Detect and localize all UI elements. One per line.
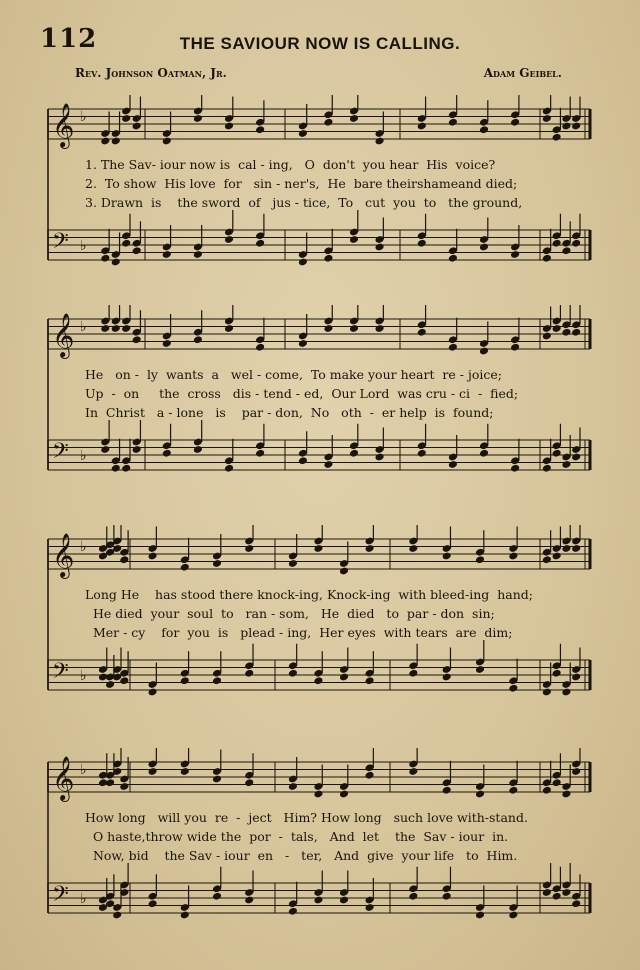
lyric-line: He died your soul to ran - som, He died to par - don sin; (85, 606, 495, 621)
lyric-line: 2. To show His love for sin - ner's, He bare theirshameand died; (85, 176, 518, 191)
svg-text:𝄞: 𝄞 (52, 756, 75, 800)
svg-text:𝄢: 𝄢 (52, 439, 69, 469)
svg-text:♭: ♭ (80, 762, 87, 778)
lyric-line: How long will you re - ject Him? How long such love with-stand. (85, 810, 528, 825)
lyric-line: Long He has stood there knock-ing, Knock-ing with bleed-ing hand; (85, 587, 533, 602)
lyric-line: Now, bid the Sav - iour en - ter, And give your life to Him. (85, 848, 518, 863)
lyric-line: Up - on the cross dis - tend - ed, Our Lord was cru - ci - fied; (85, 386, 519, 401)
svg-text:𝄞: 𝄞 (52, 103, 75, 147)
svg-text:♭: ♭ (80, 891, 87, 907)
lyric-line: 3. Drawn is the sword of jus - tice, To cut you to the ground, (85, 195, 523, 210)
svg-text:♭: ♭ (80, 448, 87, 464)
lyric-line: He on - ly wants a wel - come, To make your heart re - joice; (85, 367, 502, 382)
svg-text:𝄢: 𝄢 (52, 659, 69, 689)
svg-text:𝄞: 𝄞 (52, 313, 75, 357)
svg-text:𝄞: 𝄞 (52, 533, 75, 577)
svg-text:𝄢: 𝄢 (52, 882, 69, 912)
composer-credit: Adam Geibel. (483, 66, 562, 80)
page-number: 112 (40, 24, 98, 54)
lyric-line: 1. The Sav- iour now is cal - ing, O don't you hear His voice? (85, 157, 496, 172)
hymn-title: THE SAVIOUR NOW IS CALLING. (179, 34, 461, 53)
svg-text:♭: ♭ (80, 668, 87, 684)
svg-text:♭: ♭ (80, 238, 87, 254)
svg-text:♭: ♭ (80, 109, 87, 125)
author-credit: Rev. Johnson Oatman, Jr. (75, 66, 227, 80)
svg-text:♭: ♭ (80, 539, 87, 555)
lyric-line: O haste,throw wide the por - tals, And let the Sav - iour in. (85, 829, 509, 844)
lyric-line: Mer - cy for you is plead - ing, Her eyes with tears are dim; (85, 625, 513, 640)
svg-text:𝄢: 𝄢 (52, 229, 69, 259)
lyric-line: In Christ a - lone is par - don, No oth - er help is found; (85, 405, 494, 420)
svg-text:♭: ♭ (80, 319, 87, 335)
